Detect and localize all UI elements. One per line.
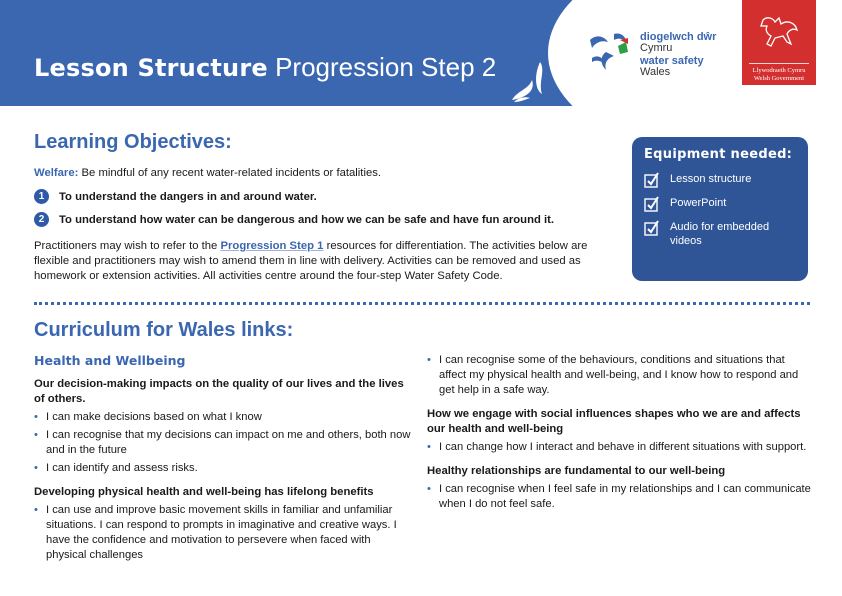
page-title-light: Progression Step 2 — [275, 52, 497, 82]
welsh-gov-line2: Welsh Government — [753, 75, 805, 82]
list-item: • I can change how I interact and behave in different situations with support. — [427, 440, 812, 455]
practitioners-text-pre: Practitioners may wish to refer to the — [34, 240, 221, 252]
number-badge-1: 1 — [34, 189, 49, 204]
learning-objectives-heading: Learning Objectives: — [34, 131, 232, 153]
curriculum-heading: Curriculum for Wales links: — [34, 319, 294, 341]
equipment-needed-box — [632, 137, 808, 281]
list-item: • I can recognise that my decisions can impact on me and others, both now and in the future — [34, 428, 414, 458]
list-item: • I can identify and assess risks. — [34, 461, 414, 476]
checkbox-checked-icon — [644, 172, 660, 188]
page-title-bold: Lesson Structure — [34, 54, 268, 82]
equipment-item-label: Lesson structure — [670, 173, 752, 185]
welfare-text: Be mindful of any recent water-related incidents or fatalities. — [78, 167, 382, 179]
welsh-gov-line1: Llywodraeth Cymru — [752, 67, 806, 74]
checkbox-checked-icon — [644, 220, 660, 236]
objective-1 — [34, 189, 317, 204]
statement-heading: Our decision-making impacts on the quality of our lives and the lives of others. — [34, 378, 404, 405]
welsh-government-logo — [742, 0, 816, 85]
objective-text-1: To understand the dangers in and around water. — [59, 190, 317, 203]
statement-heading: Healthy relationships are fundamental to our well-being — [427, 465, 726, 477]
curriculum-right-column — [427, 353, 812, 515]
equipment-item — [644, 196, 796, 212]
statement-heading: Developing physical health and well-being has lifelong benefits — [34, 486, 374, 498]
water-splash-icon — [510, 60, 555, 105]
practitioners-paragraph — [34, 239, 609, 284]
water-safety-wales-logo — [586, 28, 736, 88]
list-item: • I can recognise when I feel safe in my relationships and I can communicate when I do not feel safe. — [427, 482, 812, 512]
health-wellbeing-subheading: Health and Wellbeing — [34, 353, 186, 368]
objective-text-2: To understand how water can be dangerous and how we can be safe and have fun around it. — [59, 213, 555, 226]
list-item: • I can make decisions based on what I know — [34, 410, 414, 425]
equipment-item-label: PowerPoint — [670, 197, 727, 209]
logo-line-cymru: Cymru — [640, 42, 673, 54]
progression-step-1-link[interactable]: Progression Step 1 — [220, 240, 324, 252]
page-title — [34, 52, 496, 83]
logo-line-english: water safety — [640, 55, 704, 67]
equipment-item — [644, 172, 796, 188]
welsh-dragon-icon — [757, 12, 801, 52]
curriculum-left-column — [34, 377, 414, 566]
list-item: • I can use and improve basic movement skills in familiar and unfamiliar situations. I can respond to prompts in imaginative and creative ways. I have the confidence and motivation to persevere when faced with physical challenges — [34, 503, 414, 563]
list-item: • I can recognise some of the behaviours, conditions and situations that affect my physical health and well-being, and I know how to respond and get help in a safe way. — [427, 353, 812, 398]
objective-2 — [34, 212, 554, 227]
water-drops-icon — [586, 30, 636, 80]
equipment-item — [644, 220, 796, 248]
number-badge-2: 2 — [34, 212, 49, 227]
checkbox-checked-icon — [644, 196, 660, 212]
welfare-note — [34, 166, 381, 181]
statement-heading: How we engage with social influences shapes who we are and affects our health and well-being — [427, 408, 801, 435]
logo-line-wales: Wales — [640, 66, 671, 78]
section-divider — [34, 302, 810, 305]
practitioners-text-post: resources for differentiation. The activities below are flexible and practitioners may wish to amend them in line with delivery. Activities can be removed and used as homework or extension activities. All activities centre around the four-step Water Safety Code. — [34, 240, 588, 282]
equipment-item-label: Audio for embedded videos — [670, 221, 770, 247]
logo-line-welsh: diogelwch dŵr — [640, 31, 717, 43]
equipment-heading: Equipment needed: — [644, 147, 793, 162]
logo-divider — [749, 63, 809, 64]
welfare-label: Welfare: — [34, 167, 79, 179]
